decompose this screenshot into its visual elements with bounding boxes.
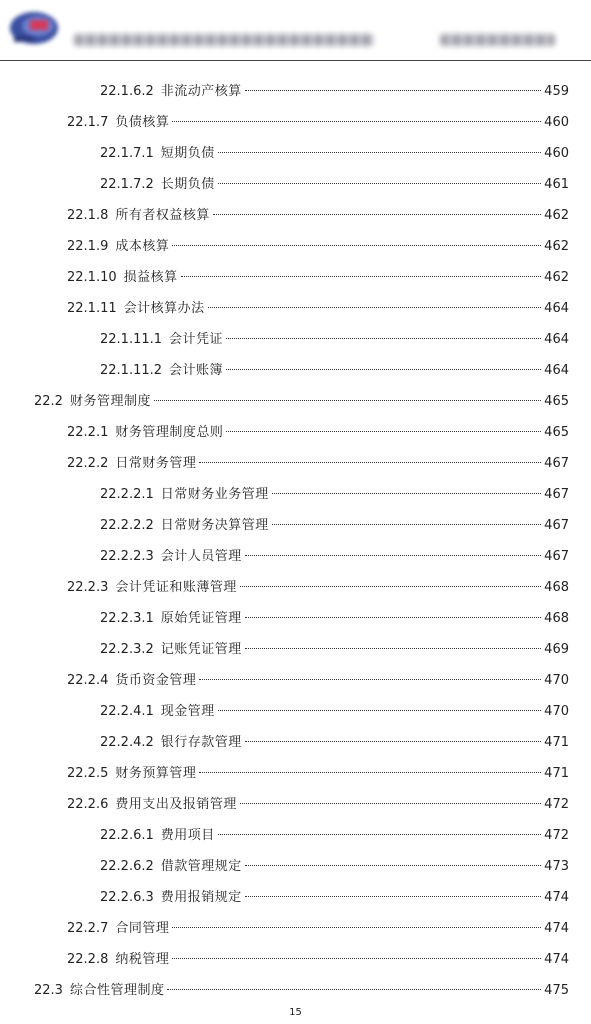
toc-entry-title: 会计核算办法 xyxy=(123,301,205,316)
toc-dot-leader xyxy=(218,152,541,153)
toc-entry[interactable] xyxy=(100,634,569,665)
toc-entry[interactable] xyxy=(100,851,569,882)
toc-entry-number: 22.1.7 xyxy=(67,115,109,130)
toc-entry-number: 22.2.6.2 xyxy=(100,859,154,874)
toc-entry-title: 短期负债 xyxy=(160,146,215,161)
toc-entry-title: 会计账簿 xyxy=(169,363,224,378)
toc-entry-number: 22.1.7.1 xyxy=(100,146,154,161)
toc-entry-title: 会计人员管理 xyxy=(160,549,242,564)
toc-entry-number: 22.2.6.1 xyxy=(100,828,154,843)
toc-entry-title: 长期负债 xyxy=(160,177,215,192)
toc-dot-leader xyxy=(245,617,541,618)
toc-entry-page: 467 xyxy=(544,518,569,533)
toc-entry[interactable] xyxy=(100,820,569,851)
toc-entry-page: 474 xyxy=(544,921,569,936)
toc-entry-page: 471 xyxy=(544,735,569,750)
header-rule xyxy=(0,60,591,61)
toc-entry-title: 日常财务决算管理 xyxy=(160,518,269,533)
toc-dot-leader xyxy=(213,214,541,215)
toc-entry-page: 462 xyxy=(544,208,569,223)
toc-dot-leader xyxy=(199,679,541,680)
toc-entry[interactable] xyxy=(67,200,569,231)
toc-entry[interactable] xyxy=(100,510,569,541)
company-logo xyxy=(8,6,66,48)
toc-dot-leader xyxy=(245,741,541,742)
toc-entry-title: 所有者权益核算 xyxy=(115,208,210,223)
toc-entry-title: 非流动产核算 xyxy=(160,84,242,99)
toc-entry-title: 财务管理制度 xyxy=(69,394,151,409)
toc-dot-leader xyxy=(245,90,541,91)
toc-entry[interactable] xyxy=(67,665,569,696)
toc-dot-leader xyxy=(218,834,541,835)
toc-entry-page: 473 xyxy=(544,859,569,874)
toc-entry-number: 22.1.11 xyxy=(67,301,117,316)
toc-entry[interactable] xyxy=(100,541,569,572)
toc-entry[interactable] xyxy=(100,727,569,758)
header-blurred-text-right xyxy=(440,34,555,46)
toc-entry-number: 22.2.4 xyxy=(67,673,109,688)
toc-entry-title: 记账凭证管理 xyxy=(160,642,242,657)
toc-entry-number: 22.1.11.1 xyxy=(100,332,163,347)
toc-entry-title: 合同管理 xyxy=(115,921,170,936)
toc-entry-page: 472 xyxy=(544,828,569,843)
toc-entry[interactable] xyxy=(100,324,569,355)
toc-entry[interactable] xyxy=(100,138,569,169)
toc-entry[interactable] xyxy=(67,913,569,944)
toc-dot-leader xyxy=(226,369,541,370)
toc-entry-number: 22.2.2.2 xyxy=(100,518,154,533)
toc-entry-title: 会计凭证 xyxy=(169,332,224,347)
toc-entry-title: 费用报销规定 xyxy=(160,890,242,905)
toc-entry-number: 22.2.3.2 xyxy=(100,642,154,657)
toc-entry-number: 22.2.8 xyxy=(67,952,109,967)
toc-dot-leader xyxy=(172,245,541,246)
toc-entry-page: 470 xyxy=(544,673,569,688)
toc-entry[interactable] xyxy=(34,975,569,1006)
toc-dot-leader xyxy=(218,710,541,711)
toc-entry[interactable] xyxy=(100,355,569,386)
toc-entry-title: 会计凭证和账薄管理 xyxy=(115,580,237,595)
toc-dot-leader xyxy=(272,493,541,494)
toc-entry[interactable] xyxy=(67,293,569,324)
toc-entry-page: 460 xyxy=(544,115,569,130)
toc-entry-title: 原始凭证管理 xyxy=(160,611,242,626)
toc-entry-title: 纳税管理 xyxy=(115,952,170,967)
toc-entry[interactable] xyxy=(100,76,569,107)
toc-entry-number: 22.2.2 xyxy=(67,456,109,471)
toc-entry-number: 22.2.6.3 xyxy=(100,890,154,905)
toc-entry-page: 465 xyxy=(544,394,569,409)
header-blurred-text xyxy=(74,34,374,46)
toc-entry-number: 22.1.11.2 xyxy=(100,363,163,378)
toc-dot-leader xyxy=(199,772,541,773)
toc-entry[interactable] xyxy=(67,789,569,820)
toc-entry[interactable] xyxy=(100,169,569,200)
toc-dot-leader xyxy=(167,989,541,990)
toc-entry-title: 银行存款管理 xyxy=(160,735,242,750)
toc-entry-number: 22.2 xyxy=(34,394,63,409)
toc-entry[interactable] xyxy=(100,603,569,634)
toc-entry-page: 468 xyxy=(544,580,569,595)
toc-entry-title: 综合性管理制度 xyxy=(69,983,165,998)
toc-dot-leader xyxy=(154,400,541,401)
toc-entry[interactable] xyxy=(100,696,569,727)
toc-entry-title: 财务预算管理 xyxy=(115,766,197,781)
toc-entry-number: 22.2.2.3 xyxy=(100,549,154,564)
toc-entry-number: 22.2.5 xyxy=(67,766,109,781)
toc-entry-number: 22.3 xyxy=(34,983,63,998)
toc-entry-title: 日常财务管理 xyxy=(115,456,197,471)
toc-dot-leader xyxy=(240,586,541,587)
toc-dot-leader xyxy=(199,462,541,463)
toc-entry[interactable] xyxy=(67,231,569,262)
toc-entry-title: 负债核算 xyxy=(115,115,170,130)
toc-entry-page: 464 xyxy=(544,301,569,316)
toc-entry-number: 22.1.10 xyxy=(67,270,117,285)
toc-entry-number: 22.2.1 xyxy=(67,425,109,440)
toc-entry-page: 470 xyxy=(544,704,569,719)
toc-entry-page: 459 xyxy=(544,84,569,99)
toc-entry-number: 22.2.3 xyxy=(67,580,109,595)
toc-entry-number: 22.2.6 xyxy=(67,797,109,812)
toc-dot-leader xyxy=(240,803,541,804)
toc-entry-page: 475 xyxy=(544,983,569,998)
toc-entry-number: 22.1.6.2 xyxy=(100,84,154,99)
toc-entry-number: 22.2.3.1 xyxy=(100,611,154,626)
toc-entry[interactable] xyxy=(100,882,569,913)
toc-entry-page: 469 xyxy=(544,642,569,657)
toc-entry-page: 464 xyxy=(544,363,569,378)
toc-entry-number: 22.2.4.2 xyxy=(100,735,154,750)
toc-entry-page: 467 xyxy=(544,487,569,502)
toc-entry-number: 22.1.8 xyxy=(67,208,109,223)
toc-entry[interactable] xyxy=(67,448,569,479)
toc-dot-leader xyxy=(272,524,541,525)
toc-dot-leader xyxy=(245,896,541,897)
toc-dot-leader xyxy=(172,121,541,122)
toc-entry-page: 468 xyxy=(544,611,569,626)
toc-entry-title: 费用支出及报销管理 xyxy=(115,797,237,812)
page-number: 15 xyxy=(289,1007,302,1018)
toc-entry[interactable] xyxy=(100,479,569,510)
toc-entry-page: 474 xyxy=(544,952,569,967)
toc-entry-number: 22.2.4.1 xyxy=(100,704,154,719)
toc-entry-title: 损益核算 xyxy=(123,270,178,285)
toc-dot-leader xyxy=(245,555,541,556)
toc-entry-number: 22.2.2.1 xyxy=(100,487,154,502)
toc-entry-title: 货币资金管理 xyxy=(115,673,197,688)
toc-entry[interactable] xyxy=(67,572,569,603)
toc-entry-title: 成本核算 xyxy=(115,239,170,254)
toc-dot-leader xyxy=(245,648,541,649)
toc-entry-page: 471 xyxy=(544,766,569,781)
page-header xyxy=(0,0,591,62)
toc-entry-title: 财务管理制度总则 xyxy=(115,425,224,440)
toc-entry-page: 462 xyxy=(544,239,569,254)
toc-dot-leader xyxy=(181,276,542,277)
toc-dot-leader xyxy=(172,927,541,928)
toc-entry-title: 现金管理 xyxy=(160,704,215,719)
toc-entry[interactable] xyxy=(67,417,569,448)
toc-entry-title: 借款管理规定 xyxy=(160,859,242,874)
toc-entry-page: 462 xyxy=(544,270,569,285)
toc-entry[interactable] xyxy=(67,944,569,975)
toc-entry-page: 467 xyxy=(544,456,569,471)
toc-entry[interactable] xyxy=(67,107,569,138)
toc-entry-page: 461 xyxy=(544,177,569,192)
toc-entry-page: 464 xyxy=(544,332,569,347)
toc-entry-title: 日常财务业务管理 xyxy=(160,487,269,502)
toc-entry-number: 22.1.9 xyxy=(67,239,109,254)
toc-dot-leader xyxy=(226,431,541,432)
toc-entry[interactable] xyxy=(34,386,569,417)
toc-dot-leader xyxy=(172,958,541,959)
toc-entry-page: 472 xyxy=(544,797,569,812)
toc-dot-leader xyxy=(226,338,541,339)
toc-entry-page: 474 xyxy=(544,890,569,905)
toc-entry-number: 22.1.7.2 xyxy=(100,177,154,192)
toc-entry[interactable] xyxy=(67,262,569,293)
toc-entry-number: 22.2.7 xyxy=(67,921,109,936)
toc-entry-page: 467 xyxy=(544,549,569,564)
toc-dot-leader xyxy=(208,307,542,308)
toc-entry-page: 460 xyxy=(544,146,569,161)
toc-entry-title: 费用项目 xyxy=(160,828,215,843)
toc-dot-leader xyxy=(218,183,541,184)
toc-dot-leader xyxy=(245,865,541,866)
toc-entry-page: 465 xyxy=(544,425,569,440)
toc-entry[interactable] xyxy=(67,758,569,789)
